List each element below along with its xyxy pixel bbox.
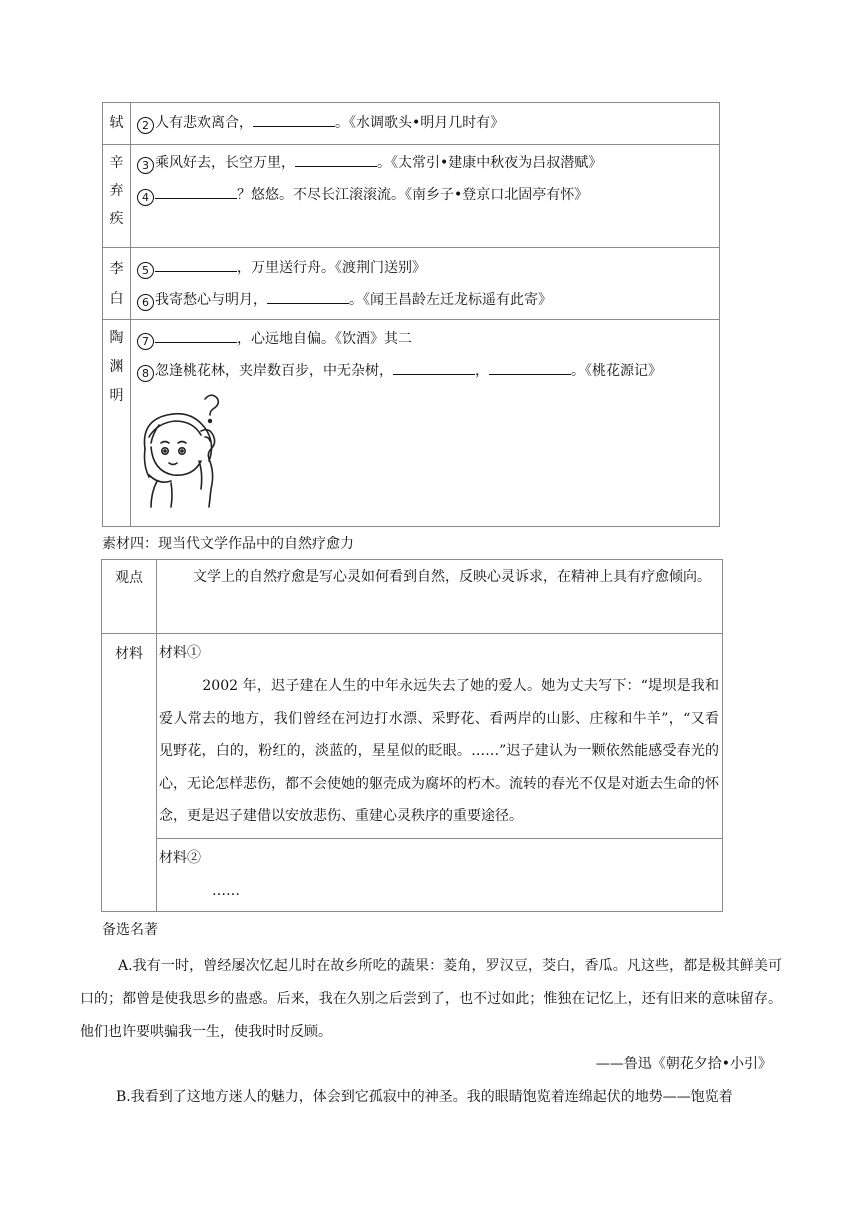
lines-cell [131, 320, 720, 527]
line-text: 。《桃花源记》 [571, 363, 662, 379]
material2-text: …… [212, 883, 240, 899]
material1-cell [157, 634, 723, 839]
circle-number: 2 [137, 117, 154, 134]
table-row [103, 248, 720, 320]
material4-heading: 素材四：现当代文学作品中的自然疗愈力 [102, 536, 354, 552]
material1-label: 材料① [159, 645, 201, 661]
author-cell [103, 320, 131, 527]
answer-blank[interactable] [155, 257, 237, 272]
line-text: ？悠悠。不尽长江滚滚流。《南乡子•登京口北固亭有怀》 [237, 187, 589, 203]
table-row [103, 103, 720, 145]
author-char: 陶 [109, 330, 124, 346]
answer-blank[interactable] [489, 360, 571, 375]
author-char: 辛 [109, 155, 124, 171]
material1-text: 2002 年，迟子建在人生的中年永远失去了她的爱人。她为丈夫写下：“堤坝是我和爱人常去的地方，我们曾经在河边打水漂、采野花、看两岸的山影、庄稼和牛羊”，“又看见野花，白的，粉红的，淡蓝的，星星似的眨眼。……”迟子建认为一颗依然能感受春光的心，无论怎样悲伤，都不会使她的躯壳成为腐坏的朽木。流转的春光不仅是对逝去生命的怀念，更是迟子建借以安放悲伤、重建心灵秩序的重要途径。 [159, 678, 719, 824]
lines-cell [131, 103, 720, 145]
line-text: ，万里送行舟。《渡荆门送别》 [237, 260, 426, 276]
author-char: 疾 [109, 211, 124, 227]
material-label-cell [102, 634, 157, 912]
author-cell [103, 145, 131, 248]
table-row [103, 320, 720, 527]
circle-number: 5 [137, 262, 154, 279]
line-text: 忽逢桃花林，夹岸数百步，中无杂树， [155, 363, 393, 379]
classic-b-text: B.我看到了这地方迷人的魅力，体会到它孤寂中的神圣。我的眼睛饱览着连绵起伏的地势——饱览着 [116, 1089, 733, 1105]
line-text: ， [475, 363, 489, 379]
line-text: 。《水调歌头•明月几时有》 [335, 115, 505, 131]
material2-label: 材料② [159, 850, 201, 866]
fill-line [131, 147, 719, 179]
author-char: 李 [109, 261, 124, 277]
fill-line [131, 103, 719, 143]
author-cell [103, 248, 131, 320]
line-text: 乘风好去，长空万里， [155, 155, 295, 171]
author-char: 渊 [109, 359, 124, 375]
fill-line [131, 355, 719, 387]
classic-a-text: A.我有一时，曾经屡次忆起儿时在故乡所吃的蔬果：菱角，罗汉豆，茭白，香瓜。凡这些，都是极其鲜美可口的；都曾是使我思乡的蛊惑。后来，我在久别之后尝到了，也不过如此；惟独在记忆上，还有旧来的意味留存。他们也许要哄骗我一生，使我时时反顾。 [80, 958, 782, 1040]
viewpoint-text: 文学上的自然疗愈是写心灵如何看到自然，反映心灵诉求，在精神上具有疗愈倾向。 [193, 569, 711, 585]
table-row [102, 634, 723, 839]
line-text: 人有悲欢离合， [155, 115, 253, 131]
author-cell [103, 103, 131, 145]
viewpoint-label-cell [102, 560, 157, 634]
author-char: 轼 [109, 115, 124, 131]
material4-table [101, 559, 723, 912]
fill-line [131, 323, 719, 355]
circle-number: 4 [137, 189, 154, 206]
table-row [103, 145, 720, 248]
fill-line [131, 284, 719, 316]
line-text: 我寄愁心与明月， [155, 292, 267, 308]
line-text: 。《闻王昌龄左迁龙标遥有此寄》 [349, 292, 552, 308]
line-text: ，心远地自偏。《饮酒》其二 [237, 331, 412, 347]
lines-cell [131, 145, 720, 248]
circle-number: 7 [137, 333, 154, 350]
author-char: 白 [109, 291, 124, 307]
fill-line [131, 179, 719, 211]
poetry-table [102, 102, 720, 527]
answer-blank[interactable] [253, 112, 335, 127]
classics-heading: 备选名著 [102, 922, 158, 938]
answer-blank[interactable] [155, 184, 237, 199]
viewpoint-label: 观点 [115, 570, 143, 586]
table-row [102, 560, 723, 634]
material2-cell [157, 839, 723, 912]
circle-number: 6 [137, 294, 154, 311]
lines-cell [131, 248, 720, 320]
viewpoint-text-cell [157, 560, 723, 634]
fill-line [131, 252, 719, 284]
table-row [102, 839, 723, 912]
author-char: 明 [109, 388, 124, 404]
circle-number: 8 [137, 365, 154, 382]
author-char: 弃 [109, 183, 124, 199]
material-label: 材料 [115, 646, 143, 662]
answer-blank[interactable] [155, 328, 237, 343]
circle-number: 3 [137, 157, 154, 174]
answer-blank[interactable] [267, 289, 349, 304]
answer-blank[interactable] [295, 152, 377, 167]
line-text: 。《太常引•建康中秋夜为吕叔潜赋》 [377, 155, 603, 171]
answer-blank[interactable] [393, 360, 475, 375]
classic-a-source: ——鲁迅《朝花夕拾•小引》 [595, 1056, 772, 1072]
thinking-girl-illustration [135, 391, 231, 509]
